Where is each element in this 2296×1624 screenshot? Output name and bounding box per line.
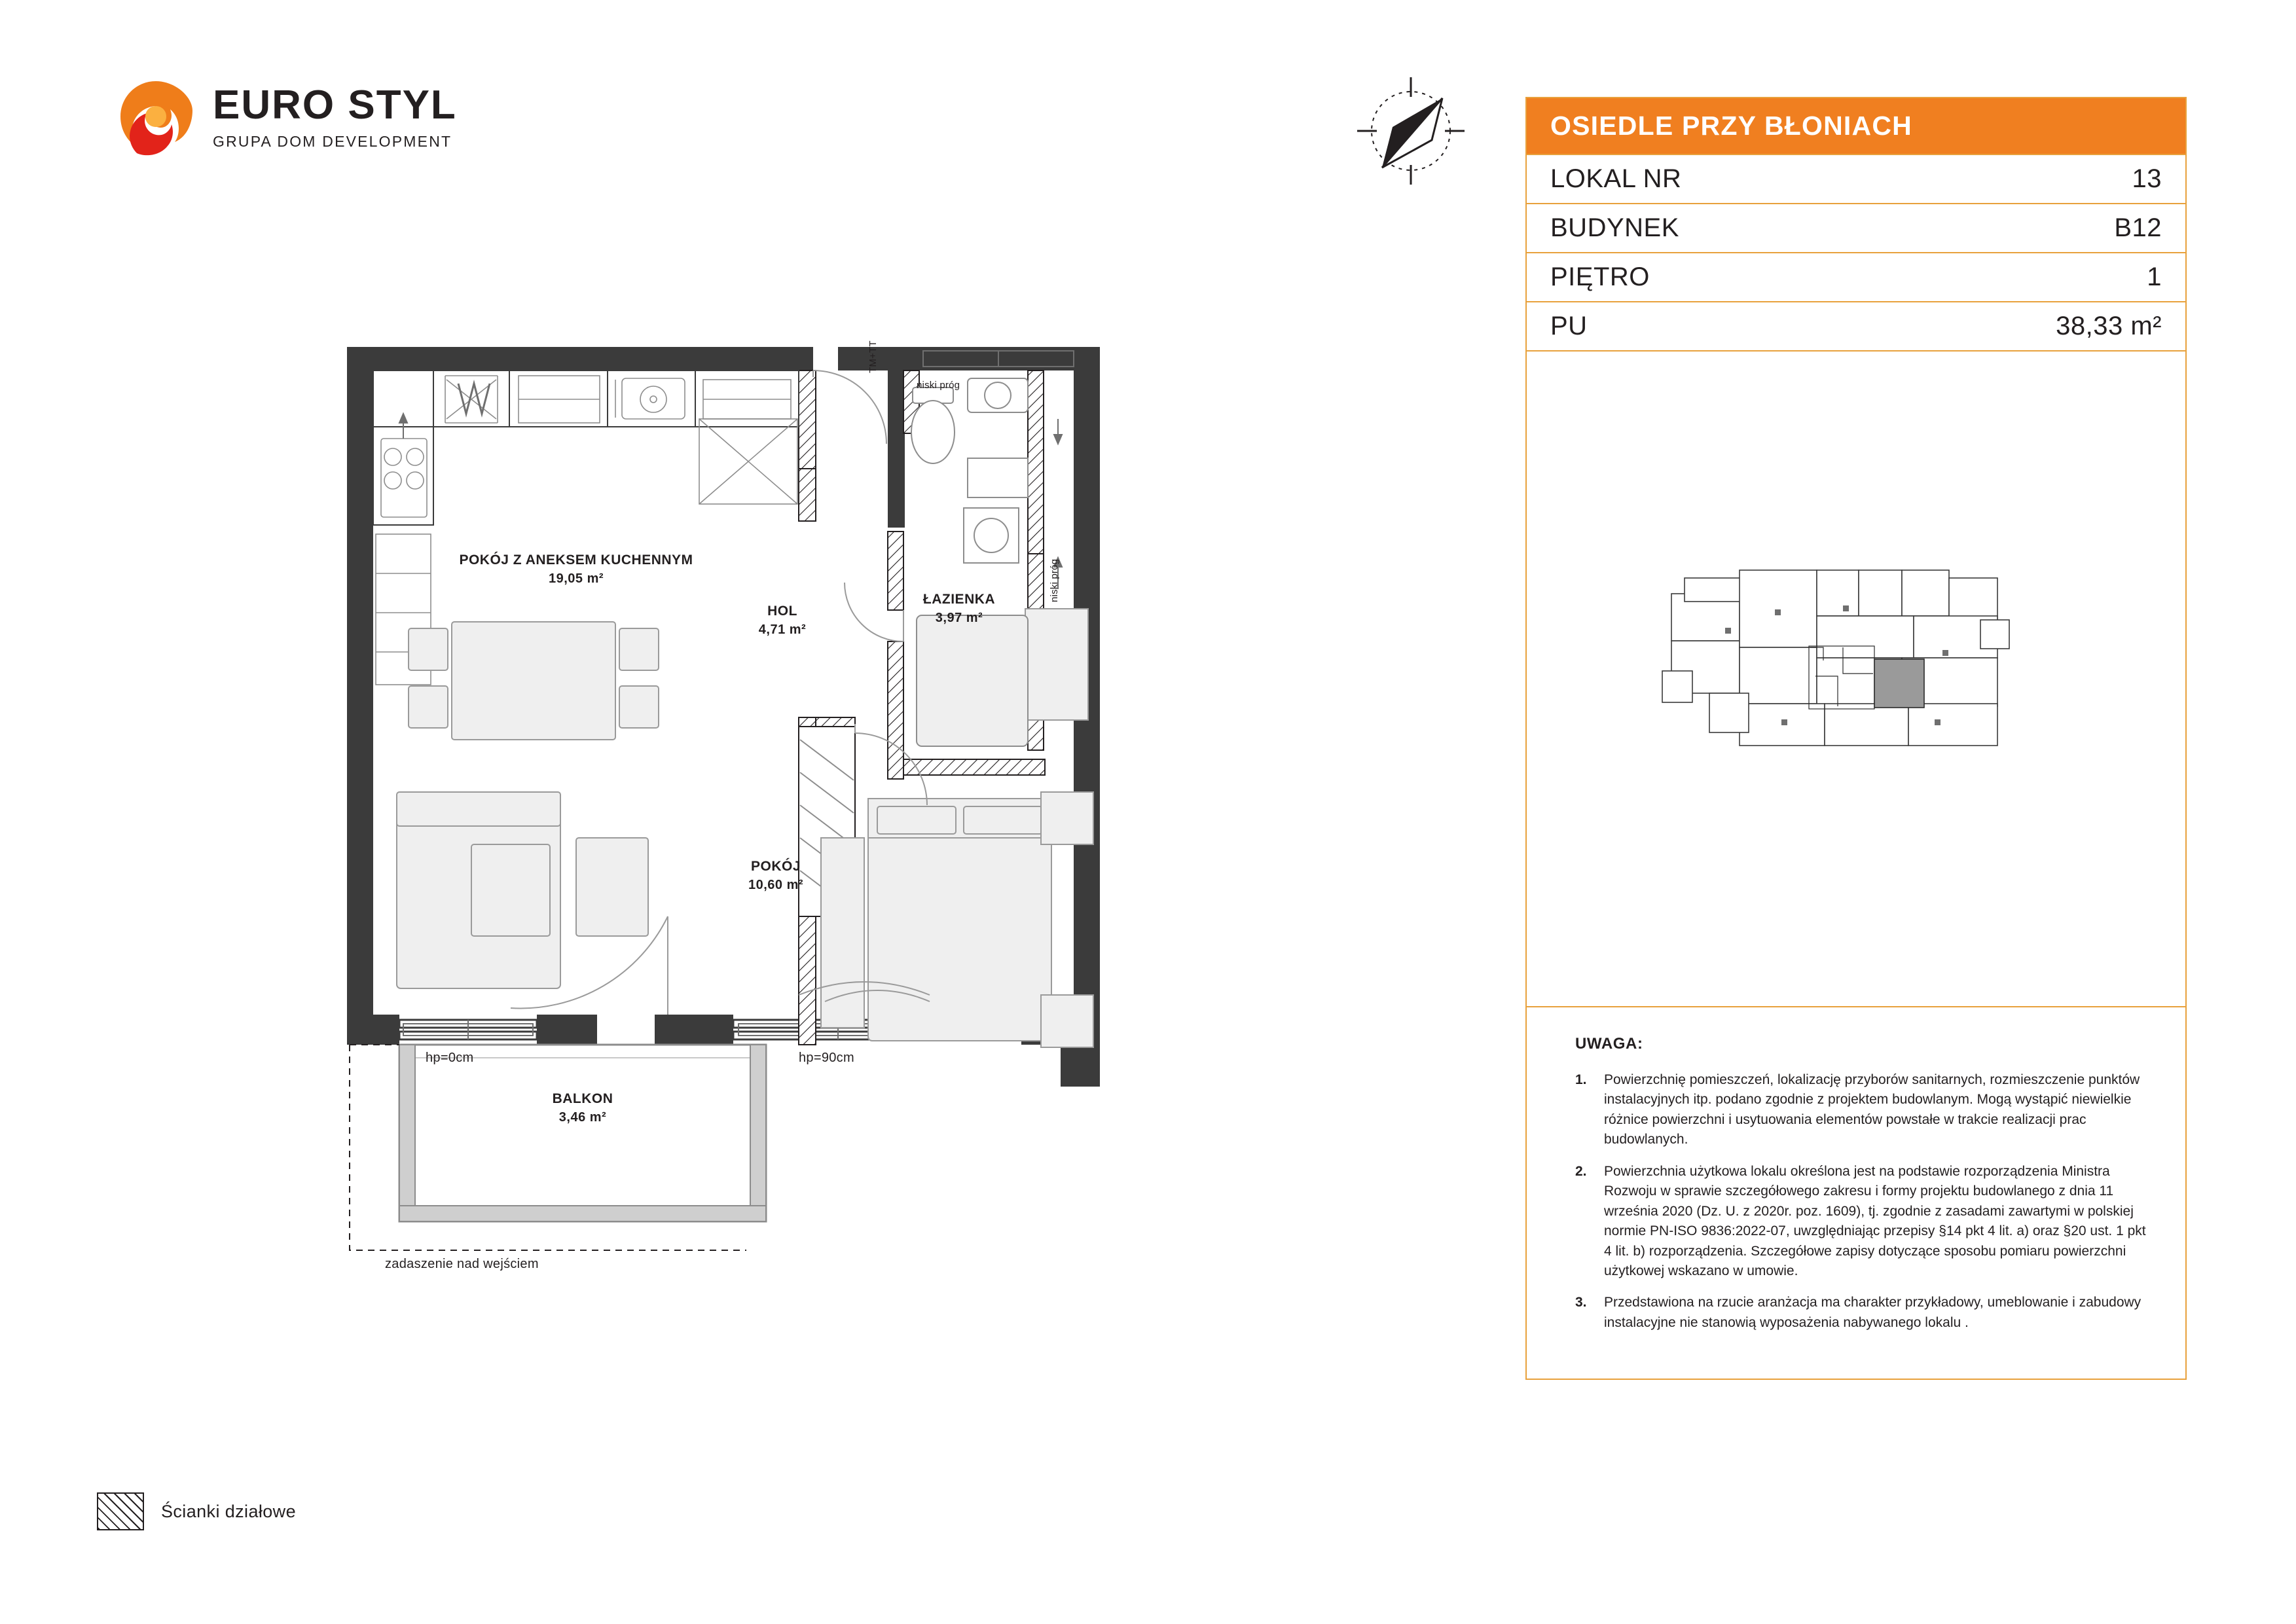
annotation-niski-prog-top: niski próg: [917, 380, 960, 391]
annotation-canopy: zadaszenie nad wejściem: [385, 1257, 539, 1271]
brand-logo: [115, 72, 534, 196]
info-label-pietro: PIĘTRO: [1550, 262, 1650, 291]
info-row-budynek: [1527, 203, 2185, 252]
annotation-niski-prog-right: niski próg: [1049, 558, 1060, 602]
floor-plan: [340, 340, 1388, 1375]
room-label-kitchen-living: [445, 551, 707, 588]
room-label-bathroom: [871, 590, 1048, 628]
note-text: Powierzchnia użytkowa lokalu określona jest na podstawie rozporządzenia Ministra Rozwoju w sprawie szczegółowego zakresu i formy projektu budowlanego z dnia 11 września 2020 (Dz. U. z 2020r. poz. 1609), tj. zgodnie z zasadami zawartymi w polskiej normie PN-ISO 9836:2022-07, uwzględniając przepisy §14 pkt 4 lit. a) oraz §20 ust. 1 pkt 4 lit. b) rozporządzenia. Szczegółowe zapisy dotyczące sposobu pomiaru powierzchni użytkowej wskazano w umowie.: [1604, 1163, 2146, 1278]
legend-label: Ścianki działowe: [161, 1501, 296, 1521]
note-item: [1575, 1293, 2147, 1333]
annotation-hp-left: hp=0cm: [426, 1051, 474, 1065]
room-name: HOL: [767, 604, 797, 619]
note-number: 1.: [1575, 1072, 1587, 1087]
notes-section: [1527, 1006, 2185, 1379]
note-item: [1575, 1162, 2147, 1282]
notes-title: UWAGA:: [1575, 1035, 1643, 1053]
note-item: [1575, 1070, 2147, 1150]
info-label-lokal: LOKAL NR: [1550, 164, 1682, 193]
building-location-map-cell: [1527, 350, 2185, 1006]
compass-north-icon: [1352, 72, 1470, 190]
partition-wall-swatch-icon: [97, 1492, 144, 1530]
estate-name-header: OSIEDLE PRZY BŁONIACH: [1527, 98, 2185, 154]
info-row-lokal: [1527, 154, 2185, 203]
legend: [97, 1492, 296, 1530]
building-location-map: [1647, 548, 2066, 784]
room-area: 3,97 m²: [935, 611, 983, 626]
room-name: POKÓJ Z ANEKSEM KUCHENNYM: [459, 552, 693, 568]
info-value-pu: 38,33 m²: [2056, 312, 2162, 340]
info-value-pietro: 1: [2147, 262, 2162, 291]
euro-styl-logo-icon: [115, 77, 198, 161]
logo-company-subtitle: GRUPA DOM DEVELOPMENT: [213, 133, 452, 151]
logo-company-name: EURO STYL: [213, 82, 457, 128]
info-label-budynek: BUDYNEK: [1550, 213, 1679, 242]
annotation-hp-right: hp=90cm: [799, 1051, 854, 1065]
info-row-pu: [1527, 301, 2185, 350]
note-number: 3.: [1575, 1295, 1587, 1310]
room-name: ŁAZIENKA: [922, 592, 996, 607]
info-row-pietro: [1527, 252, 2185, 301]
room-name: BALKON: [552, 1091, 613, 1106]
room-name: POKÓJ: [750, 859, 801, 874]
room-area: 19,05 m²: [548, 571, 604, 586]
room-label-room: [687, 857, 864, 895]
note-text: Przedstawiona na rzucie aranżacja ma charakter przykładowy, umeblowanie i zabudowy instalacyjne nie stanowią wyposażenia nabywanego lokalu .: [1604, 1295, 2141, 1330]
room-area: 10,60 m²: [748, 878, 804, 893]
info-value-lokal: 13: [2132, 164, 2162, 193]
note-number: 2.: [1575, 1163, 1587, 1179]
apartment-info-panel: [1525, 97, 2187, 1380]
room-area: 3,46 m²: [558, 1110, 607, 1125]
info-label-pu: PU: [1550, 312, 1588, 340]
room-area: 4,71 m²: [758, 623, 807, 638]
annotation-tm-tt: TM+TT: [867, 340, 879, 373]
room-label-balcony: [484, 1090, 681, 1127]
note-text: Powierzchnię pomieszczeń, lokalizację przyborów sanitarnych, rozmieszczenie punktów instalacyjnych itp. podano zgodnie z projektem budowlanym. Mogą wystąpić niewielkie różnice powierzchni i usytuowania elementów powstałe w trakcie realizacji prac budowlanych.: [1604, 1072, 2140, 1147]
room-label-hall: [707, 602, 858, 640]
floor-plan-drawing: [340, 340, 1388, 1375]
info-value-budynek: B12: [2114, 213, 2162, 242]
